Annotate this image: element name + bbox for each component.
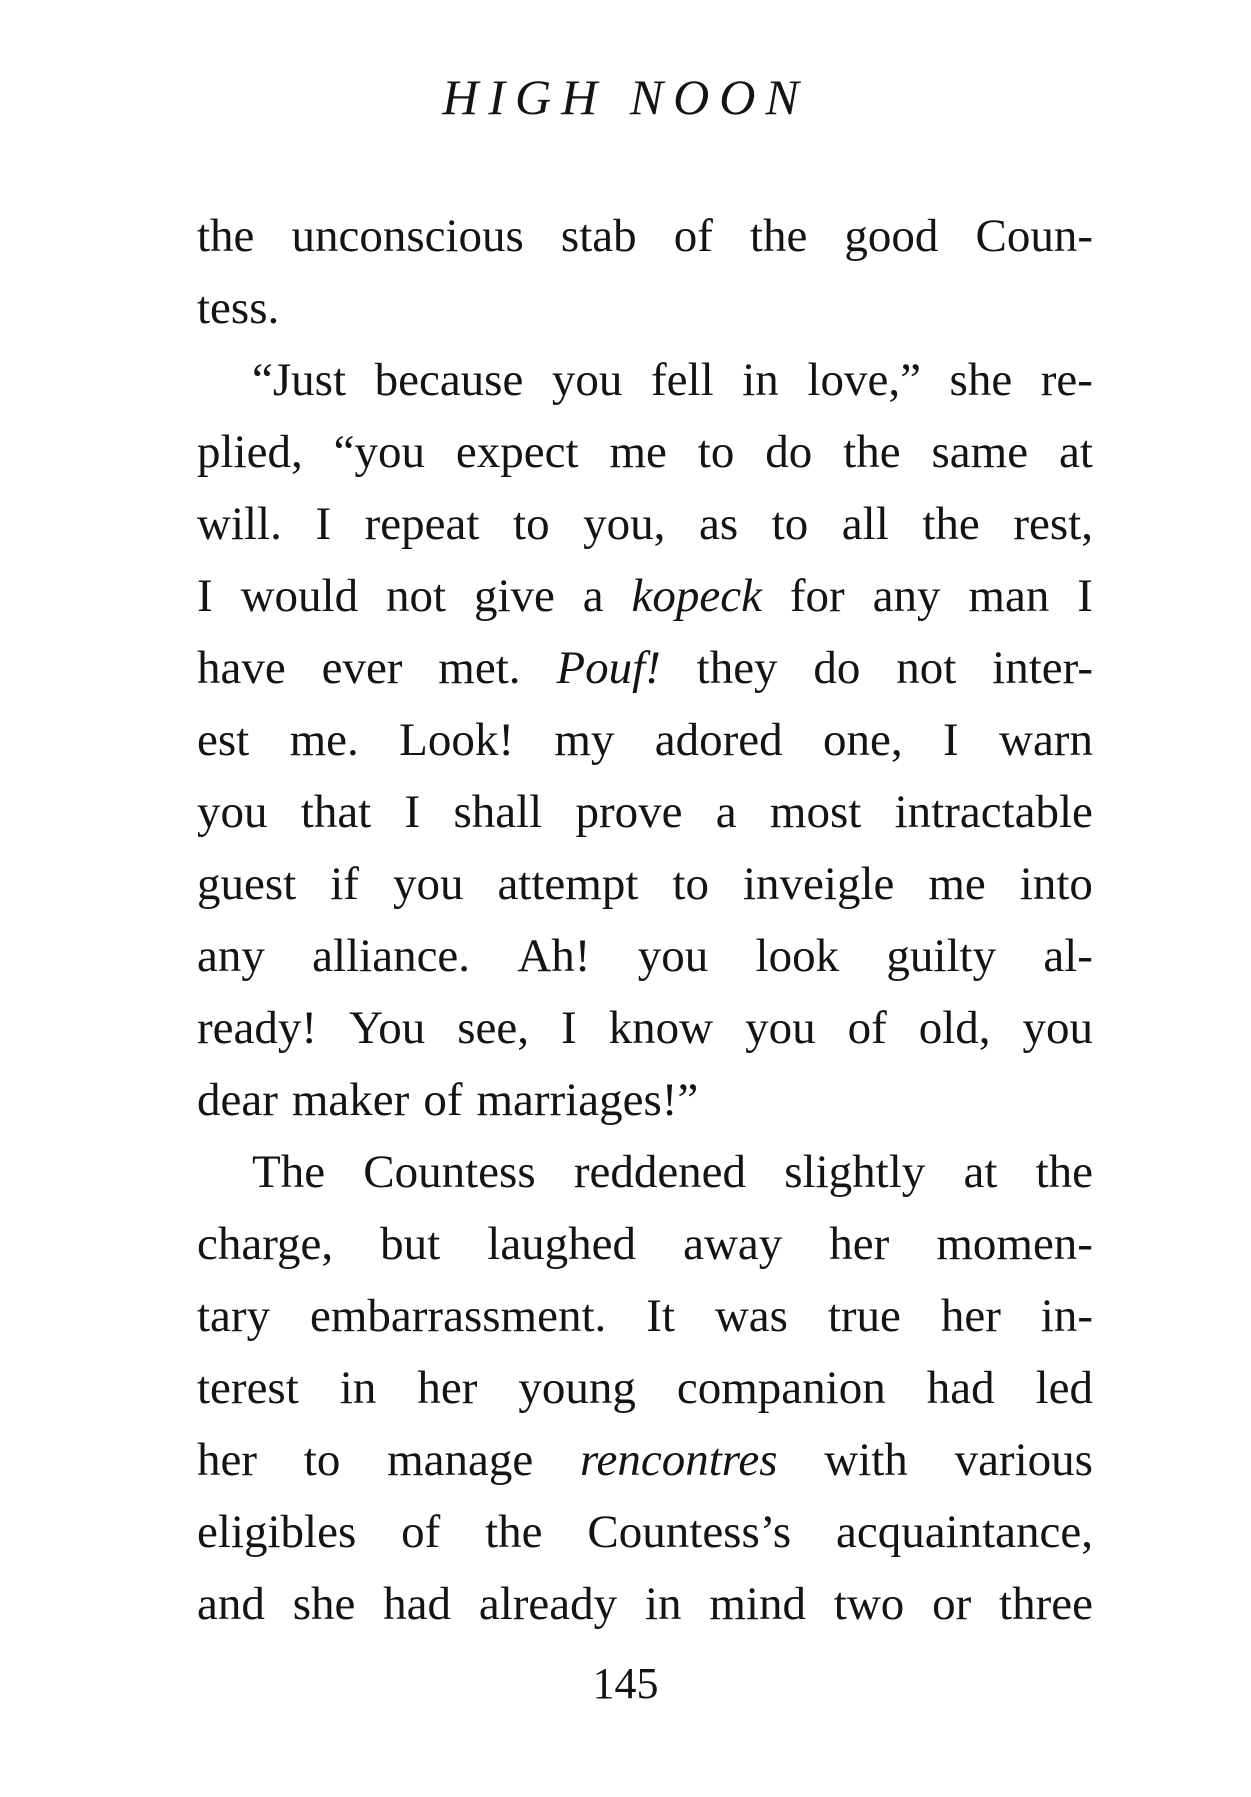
- word: had: [926, 1362, 995, 1414]
- word: a: [715, 786, 737, 838]
- word: already: [478, 1578, 618, 1630]
- word: I: [197, 570, 213, 622]
- word: of: [423, 1074, 463, 1126]
- text-line: [197, 776, 1093, 848]
- word: her: [829, 1218, 890, 1270]
- word: with: [824, 1434, 908, 1486]
- word: had: [383, 1578, 452, 1630]
- word: any: [872, 570, 941, 622]
- word: you: [551, 354, 623, 406]
- word: three: [999, 1578, 1093, 1630]
- word: repeat: [364, 498, 480, 550]
- text-line: [197, 848, 1093, 920]
- word: or: [932, 1578, 972, 1630]
- word: me.: [289, 714, 359, 766]
- word: same: [931, 426, 1029, 478]
- word: good: [844, 210, 939, 262]
- word: mind: [709, 1578, 806, 1630]
- word: you: [197, 786, 268, 838]
- word: I: [561, 1002, 577, 1054]
- word: acquaintance,: [835, 1506, 1093, 1558]
- word: I: [1077, 570, 1093, 622]
- word: unconscious: [291, 210, 524, 262]
- word: guilty: [886, 930, 997, 982]
- word: you,: [583, 498, 666, 550]
- word: attempt: [497, 858, 639, 910]
- word: I: [315, 498, 332, 550]
- word: warn: [999, 714, 1093, 766]
- word: “Just: [252, 354, 346, 406]
- word: The: [252, 1146, 326, 1198]
- word: I: [942, 714, 959, 766]
- word: not: [385, 570, 447, 622]
- word: man: [968, 570, 1050, 622]
- word: two: [833, 1578, 905, 1630]
- word: see,: [457, 1002, 530, 1054]
- word: prove: [575, 786, 683, 838]
- word: you: [745, 1002, 816, 1054]
- word: away: [683, 1218, 783, 1270]
- word: in: [339, 1362, 377, 1414]
- word: most: [769, 786, 862, 838]
- word: dear: [197, 1074, 278, 1126]
- word: alliance.: [312, 930, 471, 982]
- word: of: [401, 1506, 441, 1558]
- word: the: [485, 1506, 543, 1558]
- word: the: [197, 210, 255, 262]
- text-line: [197, 704, 1093, 776]
- word: and: [197, 1578, 265, 1630]
- word: intractable: [894, 786, 1093, 838]
- word: met.: [438, 642, 521, 694]
- word: her: [417, 1362, 478, 1414]
- text-line: [197, 1568, 1093, 1640]
- word: various: [954, 1434, 1093, 1486]
- word: in-: [1040, 1290, 1093, 1342]
- text-line: [197, 272, 1093, 344]
- word: look: [755, 930, 840, 982]
- word: not: [896, 642, 957, 694]
- word: Look!: [399, 714, 514, 766]
- word: momen-: [936, 1218, 1093, 1270]
- word: because: [374, 354, 524, 406]
- word: I: [404, 786, 421, 838]
- word: they: [696, 642, 778, 694]
- word: my: [554, 714, 615, 766]
- word: she: [292, 1578, 356, 1630]
- word: you: [637, 930, 709, 982]
- text-line: [197, 1424, 1093, 1496]
- word: the: [922, 498, 980, 550]
- word: shall: [453, 786, 543, 838]
- word: You: [349, 1002, 426, 1054]
- word: she: [949, 354, 1013, 406]
- word: me: [928, 858, 986, 910]
- text-line: [197, 920, 1093, 992]
- word: embarrassment.: [310, 1290, 607, 1342]
- word: Countess: [363, 1146, 536, 1198]
- word: laughed: [487, 1218, 637, 1270]
- running-head: HIGH NOON: [442, 69, 809, 125]
- word: of: [673, 210, 713, 262]
- word: have: [197, 642, 286, 694]
- word: Countess’s: [587, 1506, 792, 1558]
- word: young: [518, 1362, 636, 1414]
- text-line: [197, 200, 1093, 272]
- word: but: [380, 1218, 441, 1270]
- text-line: [197, 1496, 1093, 1568]
- word: marriages!”: [476, 1074, 699, 1126]
- text-line: [197, 992, 1093, 1064]
- word: terest: [197, 1362, 299, 1414]
- word: in: [742, 354, 779, 406]
- word: inveigle: [742, 858, 895, 910]
- text-line: [197, 1208, 1093, 1280]
- word: the: [1035, 1146, 1093, 1198]
- word: to: [771, 498, 809, 550]
- word: true: [827, 1290, 901, 1342]
- text-line: [197, 1136, 1093, 1208]
- word: It: [646, 1290, 675, 1342]
- text-line: [197, 1352, 1093, 1424]
- word: to: [513, 498, 550, 550]
- word: her: [940, 1290, 1001, 1342]
- word: will.: [197, 498, 282, 550]
- word: at: [963, 1146, 998, 1198]
- word: Ah!: [517, 930, 591, 982]
- word: led: [1035, 1362, 1093, 1414]
- word: if: [330, 858, 359, 910]
- word: as: [698, 498, 739, 550]
- text-line: [197, 344, 1093, 416]
- word: at: [1058, 426, 1093, 478]
- word: est: [197, 714, 250, 766]
- page-number: 145: [592, 1659, 659, 1708]
- word: you: [1022, 1002, 1093, 1054]
- word: one,: [823, 714, 903, 766]
- word: adored: [654, 714, 783, 766]
- word: tary: [197, 1290, 271, 1342]
- word: give: [473, 570, 555, 622]
- word: love,”: [807, 354, 921, 406]
- word: her: [197, 1434, 258, 1486]
- word: that: [300, 786, 372, 838]
- text-line: [197, 632, 1093, 704]
- word: stab: [560, 210, 637, 262]
- word: all: [841, 498, 889, 550]
- word: rencontres: [579, 1434, 778, 1486]
- word: was: [714, 1290, 788, 1342]
- word: Pouf!: [556, 642, 661, 694]
- word: do: [765, 426, 813, 478]
- word: guest: [197, 858, 297, 910]
- word: al-: [1043, 930, 1093, 982]
- word: re-: [1040, 354, 1093, 406]
- word: me: [609, 426, 667, 478]
- word: slightly: [784, 1146, 926, 1198]
- word: to: [672, 858, 709, 910]
- text-line: [197, 1280, 1093, 1352]
- word: maker: [291, 1074, 410, 1126]
- word: charge,: [197, 1218, 334, 1270]
- word: ever: [321, 642, 403, 694]
- word: in: [644, 1578, 682, 1630]
- word: would: [240, 570, 359, 622]
- word: “you: [333, 426, 426, 478]
- word: inter-: [992, 642, 1093, 694]
- word: do: [813, 642, 861, 694]
- word: old,: [918, 1002, 991, 1054]
- word: fell: [651, 354, 714, 406]
- word: know: [608, 1002, 714, 1054]
- word: kopeck: [631, 570, 762, 622]
- word: plied,: [197, 426, 303, 478]
- word: reddened: [573, 1146, 747, 1198]
- word: the: [749, 210, 808, 262]
- word: Coun-: [975, 210, 1093, 262]
- word: manage: [387, 1434, 534, 1486]
- word: to: [697, 426, 735, 478]
- text-line: [197, 416, 1093, 488]
- text-line: [197, 560, 1093, 632]
- word: expect: [455, 426, 579, 478]
- word: of: [847, 1002, 887, 1054]
- text-line: [197, 1064, 1093, 1136]
- word: ready!: [197, 1002, 318, 1054]
- word: to: [303, 1434, 341, 1486]
- word: for: [789, 570, 845, 622]
- word: companion: [676, 1362, 886, 1414]
- word: tess.: [197, 282, 280, 334]
- word: you: [392, 858, 464, 910]
- word: rest,: [1013, 498, 1093, 550]
- text-line: [197, 488, 1093, 560]
- word: eligibles: [197, 1506, 357, 1558]
- word: a: [582, 570, 604, 622]
- word: into: [1019, 858, 1093, 910]
- body-text: [197, 200, 1093, 1640]
- word: any: [197, 930, 265, 982]
- word: the: [843, 426, 901, 478]
